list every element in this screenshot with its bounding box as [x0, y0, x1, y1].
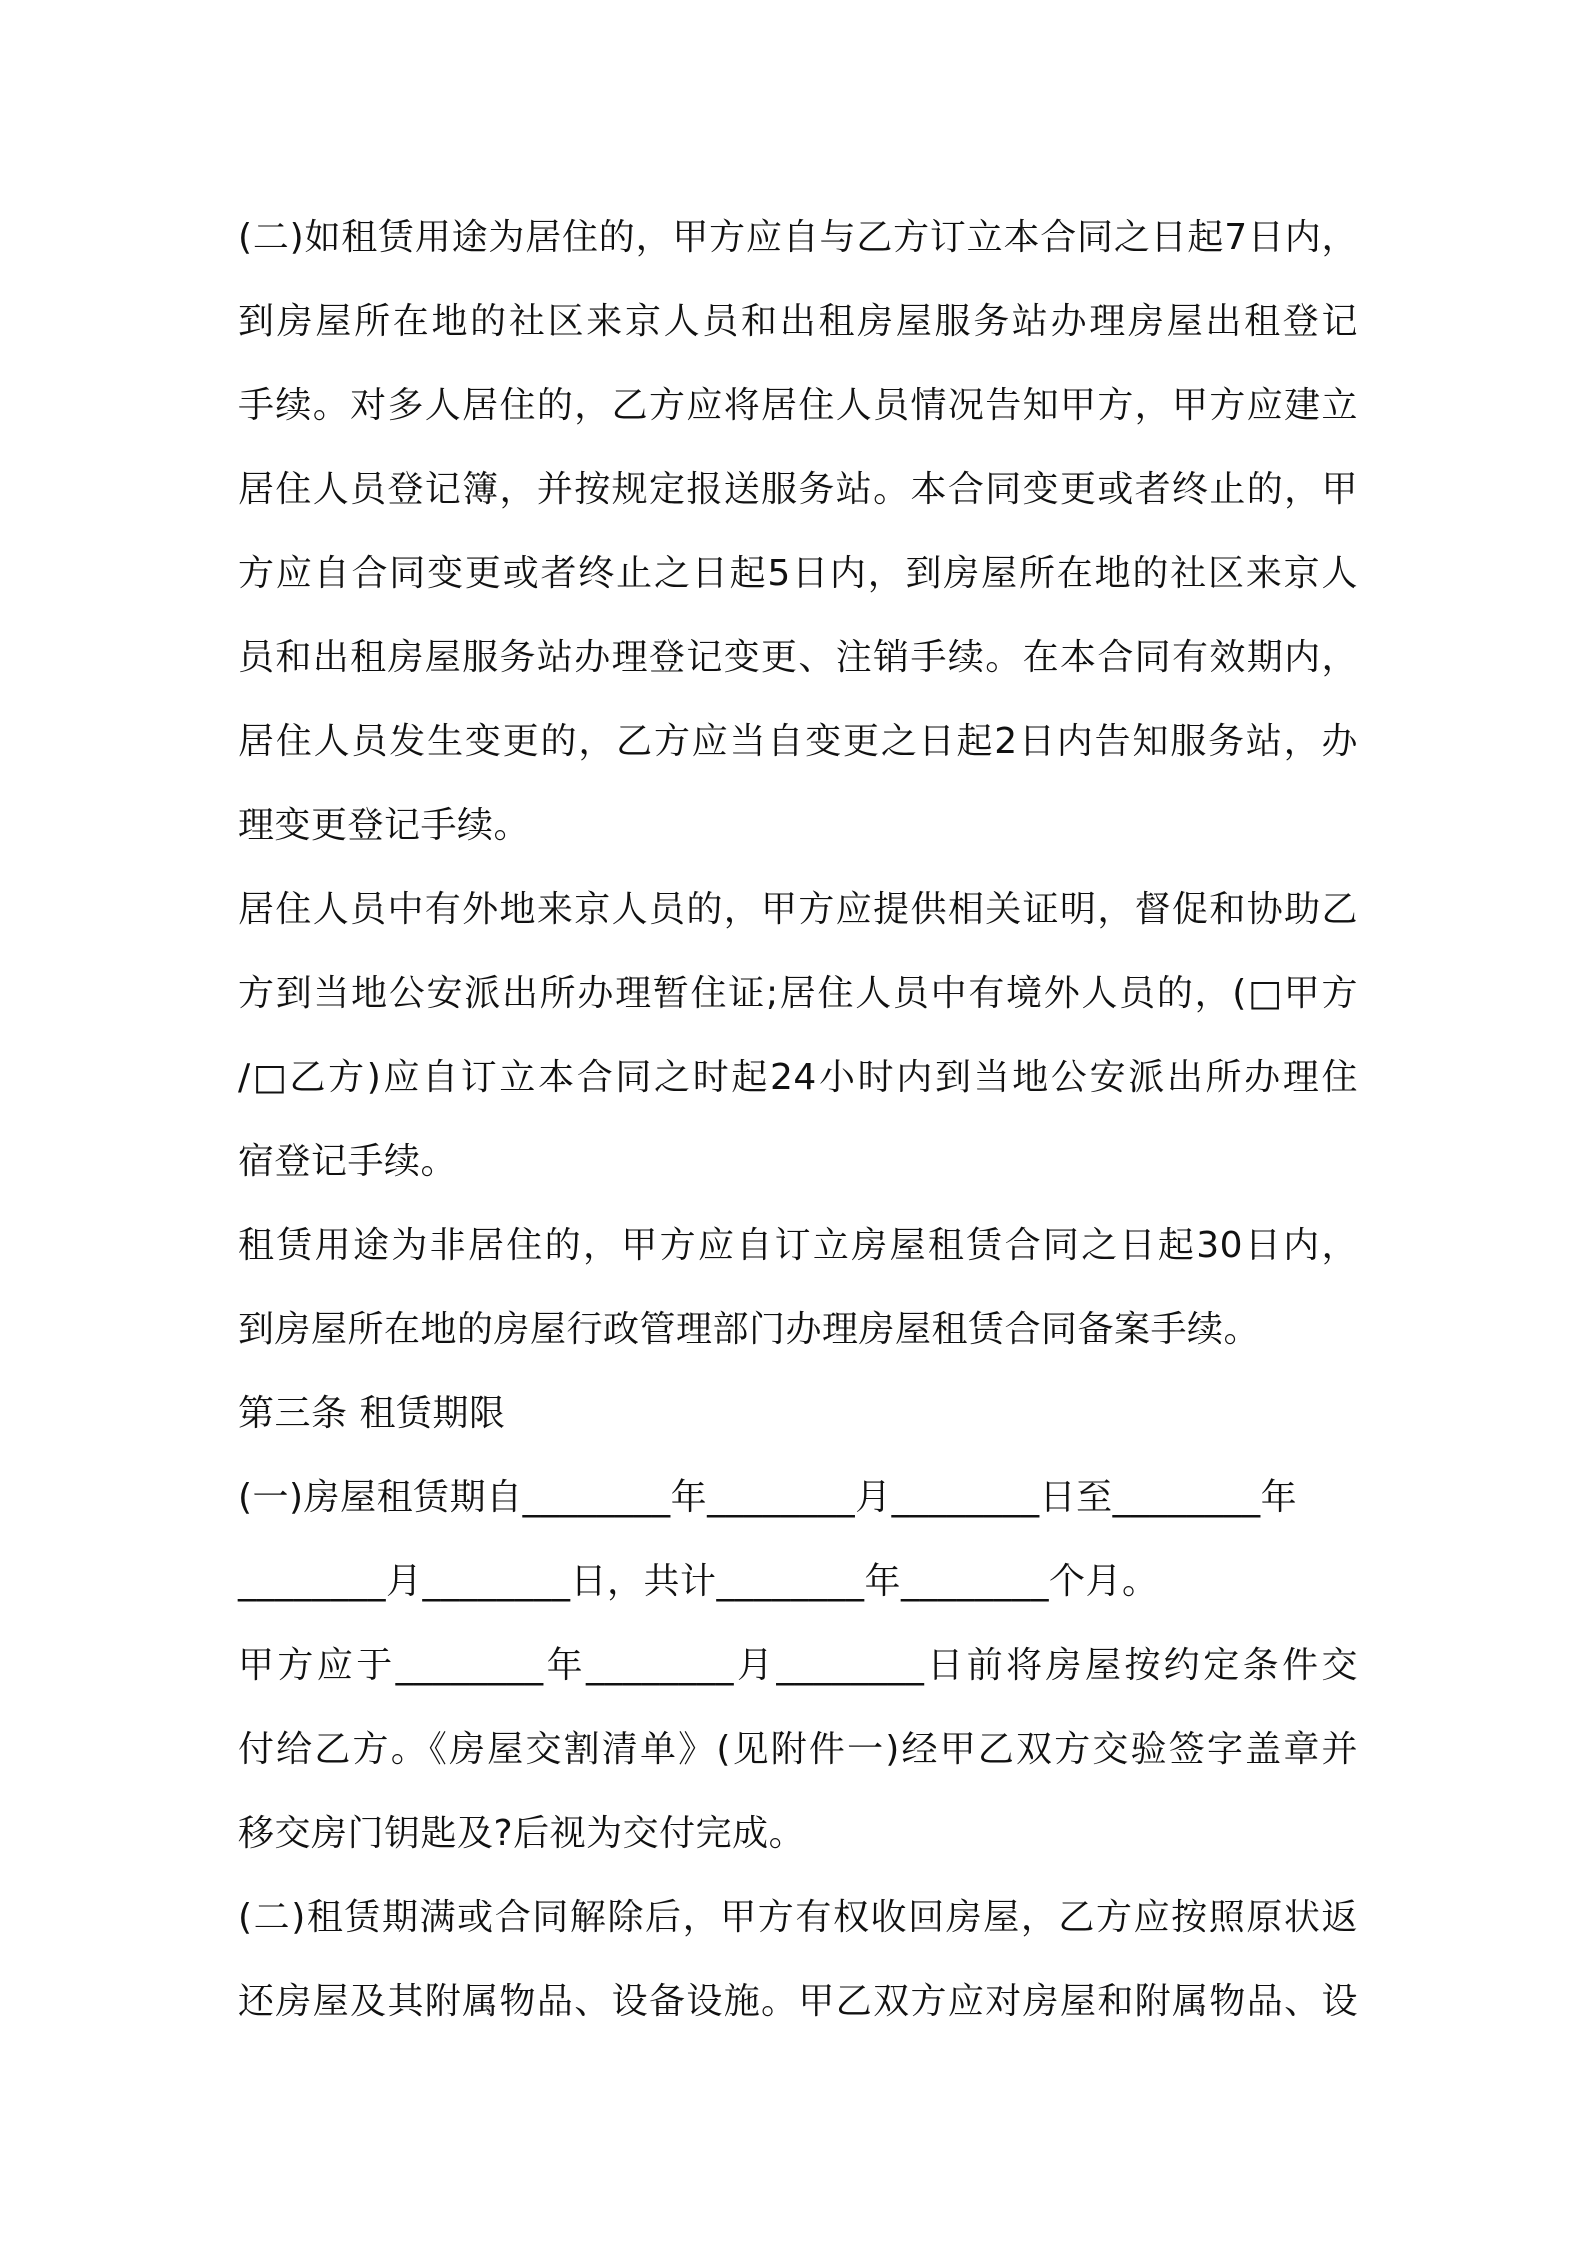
text-line: (二)租赁期满或合同解除后，甲方有权收回房屋，乙方应按照原状返 — [238, 1897, 1358, 1938]
text-line: 方应自合同变更或者终止之日起5日内，到房屋所在地的社区来京人 — [238, 553, 1358, 594]
text-line: 居住人员发生变更的，乙方应当自变更之日起2日内告知服务站，办 — [238, 721, 1358, 762]
text-line: 居住人员登记簿，并按规定报送服务站。本合同变更或者终止的，甲 — [238, 469, 1358, 510]
text-line: 租赁用途为非居住的，甲方应自订立房屋租赁合同之日起30日内， — [238, 1225, 1358, 1266]
text-line: 到房屋所在地的房屋行政管理部门办理房屋租赁合同备案手续。 — [238, 1309, 1261, 1350]
text-line: 到房屋所在地的社区来京人员和出租房屋服务站办理房屋出租登记 — [238, 301, 1358, 342]
text-line: 甲方应于________年________月________日前将房屋按约定条件交 — [238, 1645, 1358, 1686]
text-line: 宿登记手续。 — [238, 1141, 458, 1182]
text-line: 付给乙方。《房屋交割清单》(见附件一)经甲乙双方交验签字盖章并 — [238, 1729, 1358, 1770]
text-line: 员和出租房屋服务站办理登记变更、注销手续。在本合同有效期内， — [238, 637, 1358, 678]
text-line: (二)如租赁用途为居住的，甲方应自与乙方订立本合同之日起7日内， — [238, 217, 1358, 258]
text-line: 理变更登记手续。 — [238, 805, 531, 846]
text-line: 方到当地公安派出所办理暂住证;居住人员中有境外人员的，(□甲方 — [238, 973, 1358, 1014]
text-line: 手续。对多人居住的，乙方应将居住人员情况告知甲方，甲方应建立 — [238, 385, 1358, 426]
text-line: 移交房门钥匙及?后视为交付完成。 — [238, 1813, 806, 1854]
text-line: (一)房屋租赁期自________年________月________日至________年 — [238, 1477, 1298, 1518]
text-line: 居住人员中有外地来京人员的，甲方应提供相关证明，督促和协助乙 — [238, 889, 1358, 930]
section-heading: 第三条 租赁期限 — [238, 1393, 506, 1434]
text-line: /□乙方)应自订立本合同之时起24小时内到当地公安派出所办理住 — [238, 1057, 1358, 1098]
text-line: ________月________日，共计________年________个月。 — [238, 1561, 1159, 1602]
text-line: 还房屋及其附属物品、设备设施。甲乙双方应对房屋和附属物品、设 — [238, 1981, 1358, 2022]
contract-text-block — [238, 196, 1358, 2044]
